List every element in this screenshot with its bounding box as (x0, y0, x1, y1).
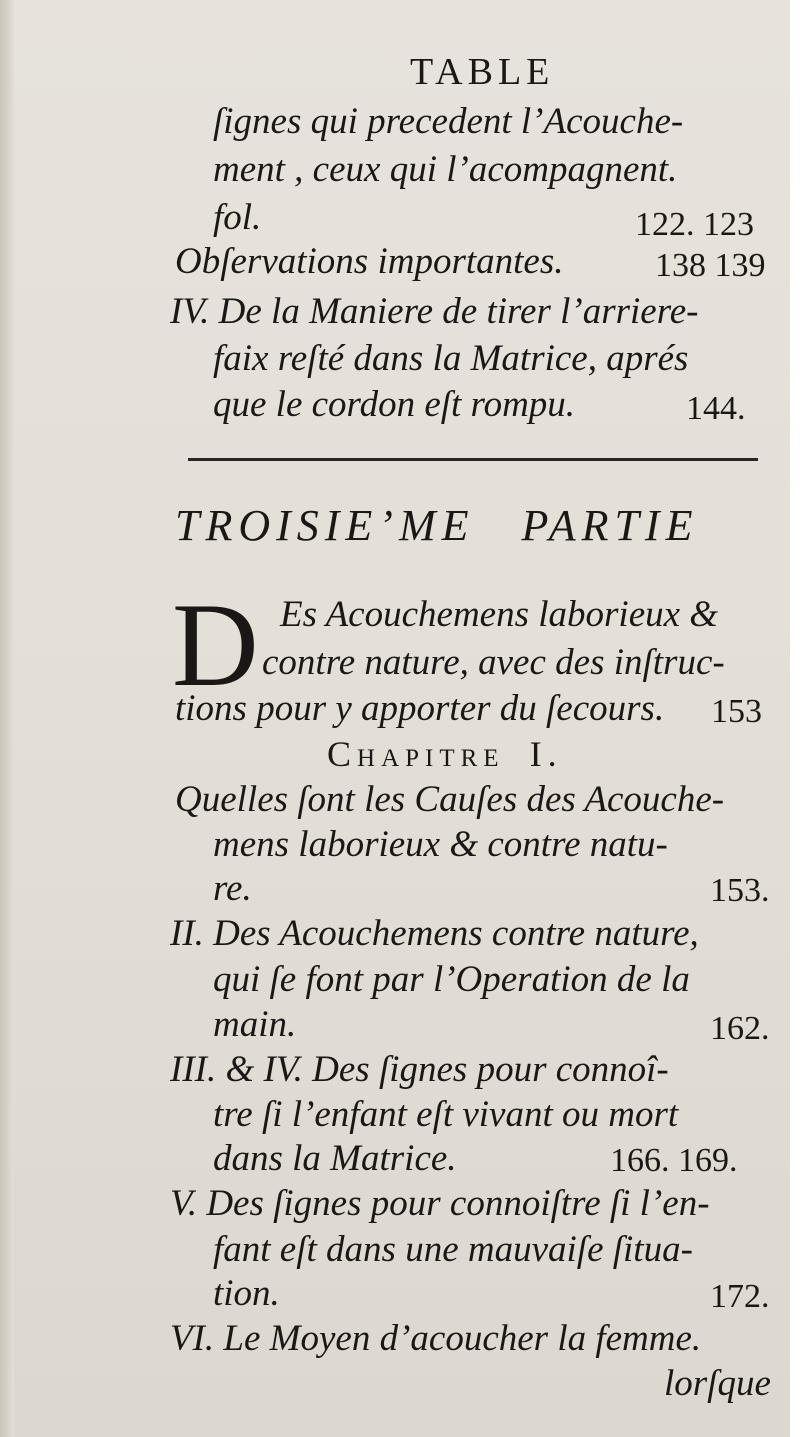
toc-line: ſignes qui precedent l’Acouche- (213, 101, 684, 142)
page-number: 166. 169. (610, 1142, 738, 1179)
intro-line: contre nature, avec des inſtruc- (262, 642, 725, 683)
toc-line: faix reſté dans la Matrice, aprés (213, 338, 689, 379)
toc-line: fant eſt dans une mauvaiſe ſitua- (213, 1229, 693, 1270)
toc-line: Obſervations importantes. (175, 241, 564, 282)
section-rule (188, 458, 758, 461)
page-gutter (0, 0, 14, 1437)
toc-line: main. (213, 1004, 297, 1045)
running-head: TABLE (410, 51, 555, 93)
page-number: 153. (710, 872, 770, 909)
toc-line: re. (213, 868, 252, 909)
part-title: TROISIE’ME PARTIE (175, 501, 699, 550)
page-number: 172. (710, 1278, 770, 1315)
intro-line: tions pour y apporter du ſecours. (175, 688, 665, 729)
toc-line: V. Des ſignes pour connoiſtre ſi l’en- (170, 1183, 710, 1224)
chapter-word: Chapitre (327, 734, 505, 774)
toc-line: VI. Le Moyen d’acoucher la femme. (170, 1318, 702, 1359)
toc-line: qui ſe font par l’Operation de la (213, 959, 690, 1000)
chapter-heading (327, 733, 563, 775)
toc-line: dans la Matrice. (213, 1138, 457, 1179)
drop-cap: D (172, 578, 259, 711)
toc-line: III. & IV. Des ſignes pour connoî- (170, 1049, 669, 1090)
toc-line: tre ſi l’enfant eſt vivant ou mort (213, 1094, 679, 1135)
toc-line: II. Des Acouchemens contre nature, (170, 913, 699, 954)
toc-line: ment , ceux qui l’acompagnent. (213, 149, 678, 190)
page-number: 153 (711, 693, 762, 730)
toc-line: mens laborieux & contre natu- (213, 824, 668, 865)
chapter-numeral: I. (529, 734, 563, 774)
page-number: 138 139 (655, 247, 766, 284)
catchword: lorſque (664, 1363, 771, 1404)
toc-line: tion. (213, 1273, 280, 1314)
toc-line: fol. (213, 197, 262, 238)
toc-line: que le cordon eſt rompu. (213, 384, 576, 425)
intro-line: Es Acouchemens laborieux & (280, 594, 719, 635)
toc-line: Quelles ſont les Cauſes des Acouche- (175, 779, 725, 820)
page-number: 122. 123 (635, 206, 754, 243)
toc-line: IV. De la Maniere de tirer l’arriere- (170, 291, 699, 332)
page-number: 144. (686, 390, 746, 427)
page-edge (790, 0, 800, 1437)
page-number: 162. (710, 1010, 770, 1047)
